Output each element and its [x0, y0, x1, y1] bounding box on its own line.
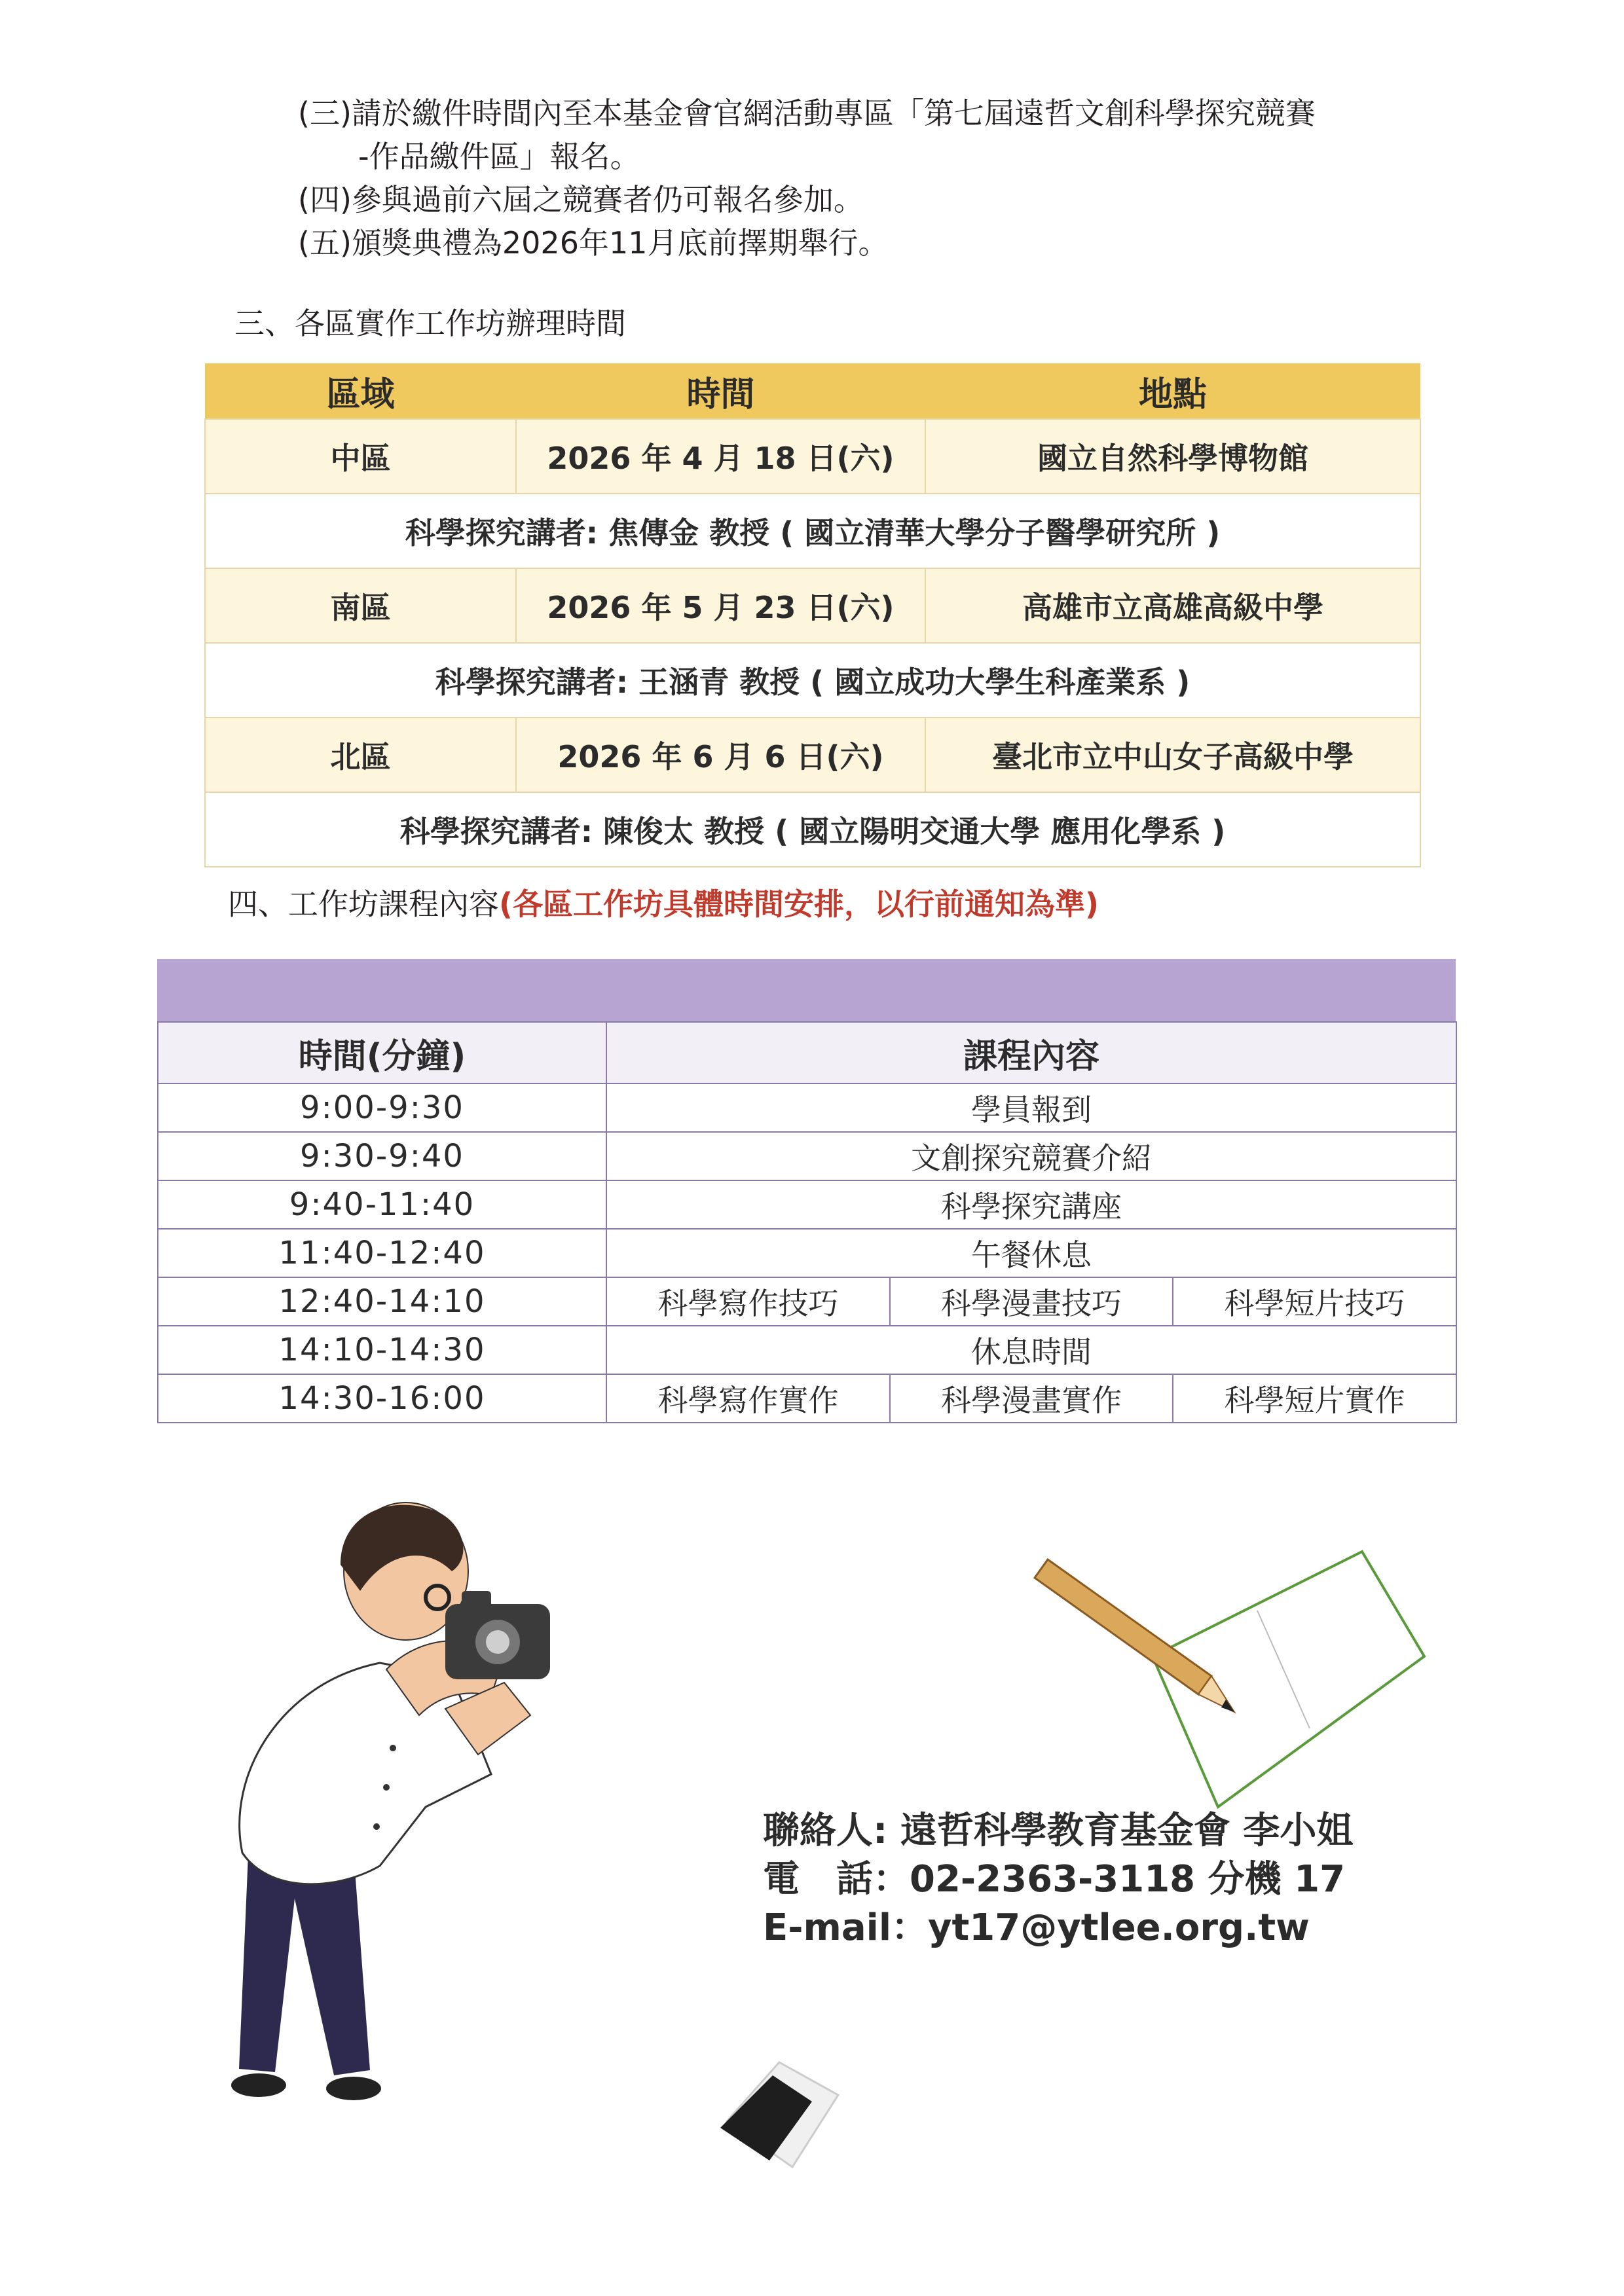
date-cell: 2026 年 4 月 18 日(六) [516, 419, 925, 494]
table-row [158, 1180, 1456, 1229]
time-cell: 14:10-14:30 [158, 1326, 606, 1374]
table-row [205, 494, 1420, 568]
workshop-schedule-table [157, 1021, 1457, 1423]
header-region: 區域 [205, 363, 516, 419]
content-cell: 休息時間 [606, 1326, 1456, 1374]
region-cell: 中區 [205, 419, 516, 494]
region-cell: 南區 [205, 568, 516, 643]
time-cell: 9:00-9:30 [158, 1084, 606, 1132]
table-row [205, 718, 1420, 792]
table-row [158, 1326, 1456, 1374]
section-title-text: 四、工作坊課程內容 [228, 886, 499, 922]
content-cell: 學員報到 [606, 1084, 1456, 1132]
table-row [158, 1277, 1456, 1326]
note-item: -作品繳件區」報名。 [358, 139, 640, 174]
photographer-figure [229, 1499, 688, 2115]
pencil-and-paper-illustration [1022, 1512, 1441, 1827]
date-cell: 2026 年 6 月 6 日(六) [516, 718, 925, 792]
header-time: 時間(分鐘) [158, 1022, 606, 1084]
time-cell: 9:30-9:40 [158, 1132, 606, 1180]
table-header-row [205, 363, 1420, 419]
content-cell: 午餐休息 [606, 1229, 1456, 1277]
venue-cell: 臺北市立中山女子高級中學 [925, 718, 1420, 792]
contact-phone: 電 話：02-2363-3118 分機 17 [763, 1858, 1346, 1901]
lecturer-cell: 科學探究講者: 焦傳金 教授 ( 國立清華大學分子醫學研究所 ) [205, 494, 1420, 568]
content-cell: 科學探究講座 [606, 1180, 1456, 1229]
regional-workshop-table [204, 363, 1421, 867]
contact-email[interactable]: E-mail：yt17@ytlee.org.tw [763, 1906, 1310, 1949]
content-cell: 文創探究競賽介紹 [606, 1132, 1456, 1180]
content-cell: 科學漫畫實作 [890, 1374, 1173, 1423]
note-item: (五)頒獎典禮為2026年11月底前擇期舉行。 [298, 225, 889, 261]
header-time: 時間 [516, 363, 925, 419]
table-row [205, 568, 1420, 643]
time-cell: 14:30-16:00 [158, 1374, 606, 1423]
lecturer-cell: 科學探究講者: 王涵青 教授 ( 國立成功大學生科產業系 ) [205, 643, 1420, 718]
content-cell: 科學短片實作 [1173, 1374, 1456, 1423]
note-item: (三)請於繳件時間內至本基金會官網活動專區「第七屆遠哲文創科學探究競賽 [298, 96, 1316, 131]
content-cell: 科學短片技巧 [1173, 1277, 1456, 1326]
table-header-row [158, 1022, 1456, 1084]
table-row [158, 1084, 1456, 1132]
region-cell: 北區 [205, 718, 516, 792]
table-row [158, 1132, 1456, 1180]
header-venue: 地點 [925, 363, 1420, 419]
table-row [158, 1229, 1456, 1277]
venue-cell: 高雄市立高雄高級中學 [925, 568, 1420, 643]
schedule-note: (各區工作坊具體時間安排，以行前通知為準) [499, 886, 1099, 922]
contact-info [763, 1807, 1353, 1952]
table-row [158, 1374, 1456, 1423]
schedule-header-band [157, 959, 1456, 1021]
content-cell: 科學漫畫技巧 [890, 1277, 1173, 1326]
eraser-icon [707, 2049, 851, 2180]
header-content: 課程內容 [606, 1022, 1456, 1084]
content-cell: 科學寫作實作 [606, 1374, 890, 1423]
time-cell: 9:40-11:40 [158, 1180, 606, 1229]
venue-cell: 國立自然科學博物館 [925, 419, 1420, 494]
lecturer-cell: 科學探究講者: 陳俊太 教授 ( 國立陽明交通大學 應用化學系 ) [205, 792, 1420, 867]
table-row [205, 419, 1420, 494]
section-title-workshop-times: 三、各區實作工作坊辦理時間 [234, 306, 626, 341]
registration-notes [298, 92, 1477, 264]
table-row [205, 792, 1420, 867]
table-row [205, 643, 1420, 718]
time-cell: 12:40-14:10 [158, 1277, 606, 1326]
note-item: (四)參與過前六屆之競賽者仍可報名參加。 [298, 182, 864, 217]
time-cell: 11:40-12:40 [158, 1229, 606, 1277]
content-cell: 科學寫作技巧 [606, 1277, 890, 1326]
section-title-course-content [228, 881, 1099, 924]
contact-person: 聯絡人: 遠哲科學教育基金會 李小姐 [763, 1810, 1354, 1852]
date-cell: 2026 年 5 月 23 日(六) [516, 568, 925, 643]
